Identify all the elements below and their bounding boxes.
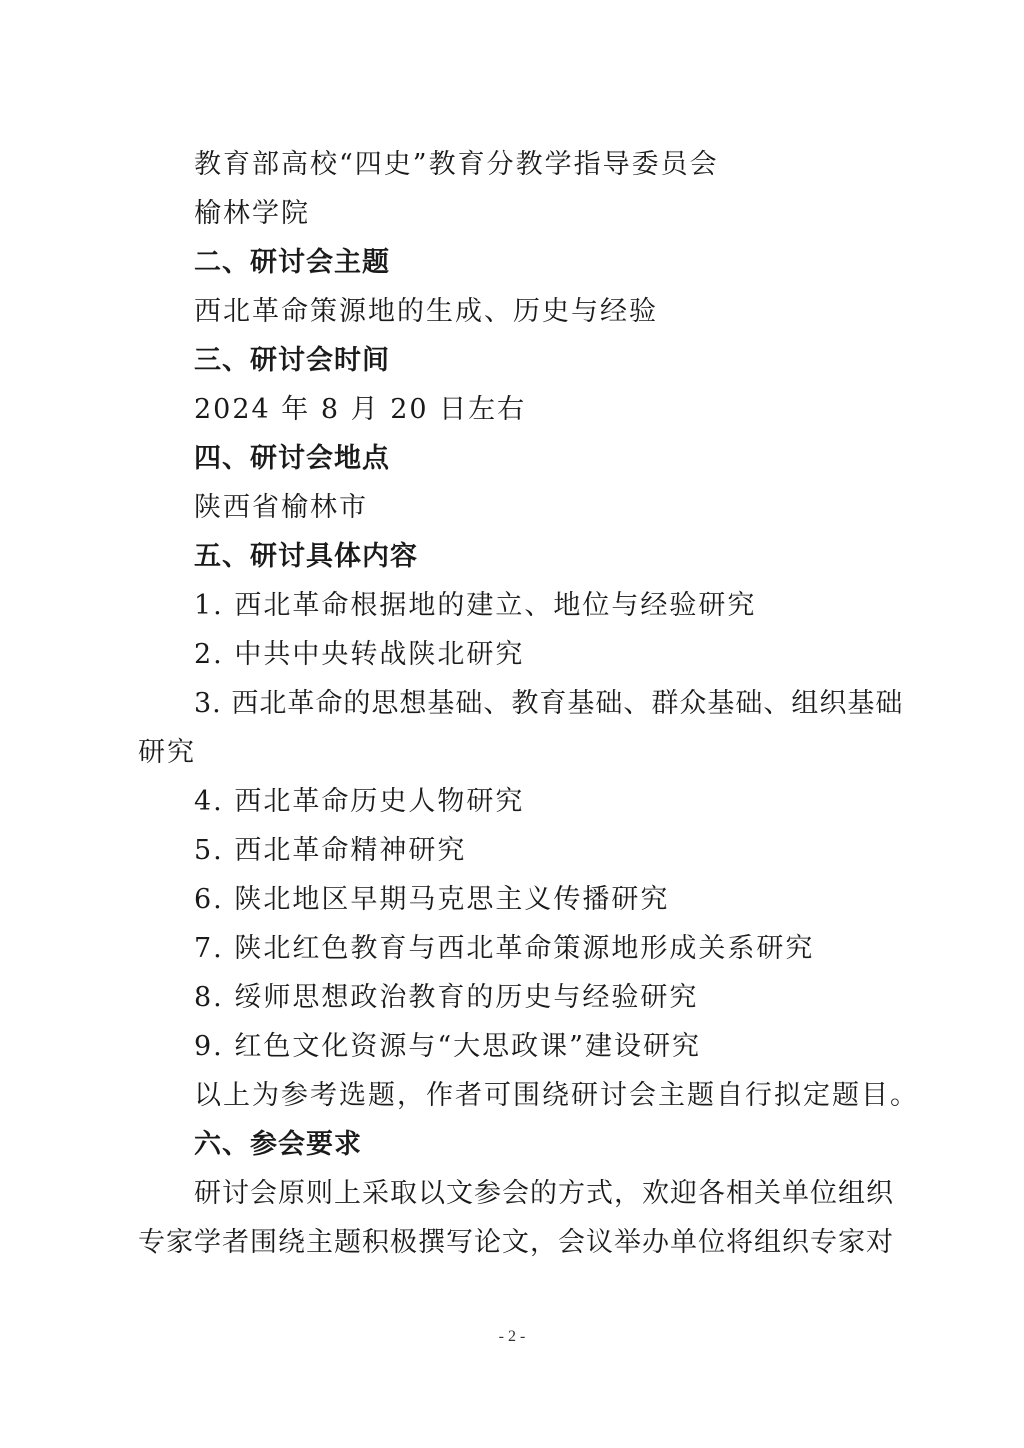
section-text-place: 陕西省榆林市 [194, 492, 368, 523]
organizer-line-2: 榆林学院 [194, 198, 310, 229]
organizer-line-1: 教育部高校“四史”教育分教学指导委员会 [194, 149, 719, 180]
list-item: 3. 西北革命的思想基础、教育基础、群众基础、组织基础 [194, 688, 904, 719]
section-text-theme: 西北革命策源地的生成、历史与经验 [194, 296, 658, 327]
requirements-paragraph-line-2: 专家学者围绕主题积极撰写论文，会议举办单位将组织专家对 [138, 1227, 894, 1258]
section-heading-requirements: 六、参会要求 [194, 1129, 362, 1160]
content-note: 以上为参考选题，作者可围绕研讨会主题自行拟定题目。 [194, 1080, 919, 1111]
list-item: 7. 陕北红色教育与西北革命策源地形成关系研究 [194, 933, 815, 964]
section-heading-content: 五、研讨具体内容 [194, 541, 418, 572]
requirements-paragraph-line-1: 研讨会原则上采取以文参会的方式，欢迎各相关单位组织 [194, 1178, 894, 1209]
section-text-time: 2024 年 8 月 20 日左右 [194, 394, 527, 425]
list-item: 2. 中共中央转战陕北研究 [194, 639, 525, 670]
page-number: - 2 - [498, 1328, 526, 1345]
list-item: 4. 西北革命历史人物研究 [194, 786, 525, 817]
list-item: 9. 红色文化资源与“大思政课”建设研究 [194, 1031, 701, 1062]
list-item: 8. 绥师思想政治教育的历史与经验研究 [194, 982, 699, 1013]
list-item: 6. 陕北地区早期马克思主义传播研究 [194, 884, 670, 915]
section-heading-time: 三、研讨会时间 [194, 345, 390, 376]
section-heading-place: 四、研讨会地点 [194, 443, 390, 474]
section-heading-theme: 二、研讨会主题 [194, 247, 390, 278]
list-item-continuation: 研究 [138, 737, 196, 768]
list-item: 1. 西北革命根据地的建立、地位与经验研究 [194, 590, 757, 621]
list-item: 5. 西北革命精神研究 [194, 835, 467, 866]
